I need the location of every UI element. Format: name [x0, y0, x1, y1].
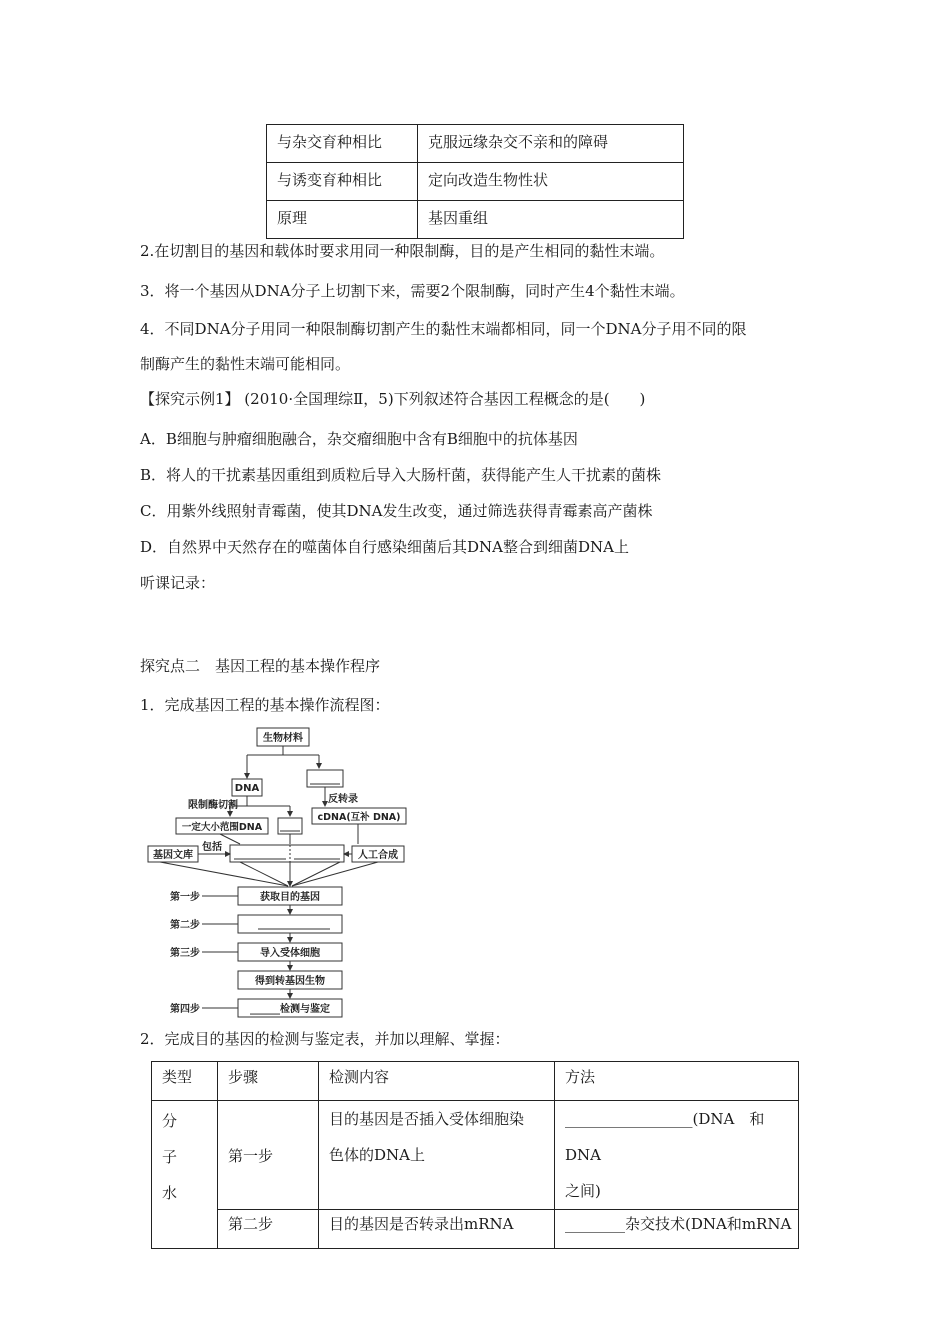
detection-table	[151, 1061, 799, 1249]
header-step: 步骤	[218, 1062, 319, 1101]
header-content: 检测内容	[319, 1062, 555, 1101]
method-line: 之间)	[565, 1182, 601, 1200]
flow-restriction-cut: 限制酶切割	[188, 800, 238, 811]
header-type: 类型	[152, 1062, 218, 1101]
table-row	[152, 1210, 799, 1249]
option-a: A．B细胞与肿瘤细胞融合，杂交瘤细胞中含有B细胞中的抗体基因	[140, 430, 578, 448]
flow-step4-label: 第四步	[170, 1004, 200, 1015]
table-row	[267, 125, 684, 163]
method-cell	[555, 1101, 799, 1210]
flow-dna: DNA	[234, 783, 260, 794]
comparison-table	[266, 124, 684, 239]
step-cell: 第二步	[218, 1210, 319, 1249]
method-cell: ________杂交技术(DNA和mRNA	[555, 1210, 799, 1249]
option-d: D．自然界中天然存在的噬菌体自行感染细菌后其DNA整合到细菌DNA上	[140, 538, 629, 556]
header-method: 方法	[555, 1062, 799, 1101]
table-row	[152, 1101, 799, 1210]
type-cell	[152, 1101, 218, 1249]
type-char: 子	[162, 1148, 178, 1166]
flow-transgenic: 得到转基因生物	[255, 976, 325, 987]
row-label: 原理	[267, 201, 418, 239]
type-char: 水	[162, 1184, 178, 1202]
flow-step4-text: ______检测与鉴定	[250, 1004, 330, 1015]
flow-step3-label: 第三步	[170, 948, 200, 959]
flow-bio-material: 生物材料	[263, 733, 303, 744]
flow-step1-text: 获取目的基因	[260, 892, 320, 903]
row-label: 与杂交育种相比	[267, 125, 418, 163]
content-cell: 目的基因是否转录出mRNA	[319, 1210, 555, 1249]
table-row	[267, 201, 684, 239]
flow-cdna: cDNA(互补 DNA)	[317, 812, 401, 823]
note-2: 2.在切割目的基因和载体时要求用同一种限制酶，目的是产生相同的黏性末端。	[140, 242, 665, 260]
flow-step3-text: 导入受体细胞	[260, 948, 320, 959]
option-c: C．用紫外线照射青霉菌，使其DNA发生改变，通过筛选获得青霉素高产菌株	[140, 502, 653, 520]
flow-step1-label: 第一步	[170, 892, 200, 903]
type-char: 分	[162, 1112, 178, 1130]
item-2: 2．完成目的基因的检测与鉴定表，并加以理解、掌握：	[140, 1030, 510, 1048]
method-line: _________________(DNA 和 DNA	[565, 1110, 780, 1164]
content-line: 色体的DNA上	[329, 1146, 425, 1164]
flow-reverse-transcription: 反转录	[328, 794, 358, 805]
flowchart	[140, 722, 430, 1022]
flow-includes: 包括	[202, 842, 222, 853]
item-1: 1．完成基因工程的基本操作流程图：	[140, 696, 390, 714]
blank-box-small	[278, 818, 302, 834]
section-heading: 探究点二 基因工程的基本操作程序	[140, 657, 381, 675]
flow-artificial-synthesis: 人工合成	[358, 850, 398, 861]
note-4: 4．不同DNA分子用同一种限制酶切割产生的黏性末端都相同，同一个DNA分子用不同的限	[140, 320, 747, 338]
content-line: 目的基因是否插入受体细胞染	[329, 1110, 525, 1128]
row-label: 与诱变育种相比	[267, 163, 418, 201]
flow-gene-library: 基因文库	[153, 850, 193, 861]
note-3: 3．将一个基因从DNA分子上切割下来，需要2个限制酶，同时产生4个黏性末端。	[140, 282, 685, 300]
flow-fragment-range: 一定大小范围DNA	[181, 822, 263, 833]
table-row	[267, 163, 684, 201]
step-cell: 第一步	[218, 1101, 319, 1210]
flow-step2-label: 第二步	[170, 920, 200, 931]
row-value: 定向改造生物性状	[418, 163, 684, 201]
table-header-row	[152, 1062, 799, 1101]
step2-box	[238, 915, 342, 933]
option-b: B．将人的干扰素基因重组到质粒后导入大肠杆菌，获得能产生人干扰素的菌株	[140, 466, 662, 484]
row-value: 基因重组	[418, 201, 684, 239]
content-cell	[319, 1101, 555, 1210]
example-title: 【探究示例1】 (2010·全国理综Ⅱ，5)下列叙述符合基因工程概念的是( )	[140, 390, 646, 408]
row-value: 克服远缘杂交不亲和的障碍	[418, 125, 684, 163]
note-4-cont: 制酶产生的黏性末端可能相同。	[140, 355, 351, 373]
record-label: 听课记录：	[140, 574, 216, 592]
